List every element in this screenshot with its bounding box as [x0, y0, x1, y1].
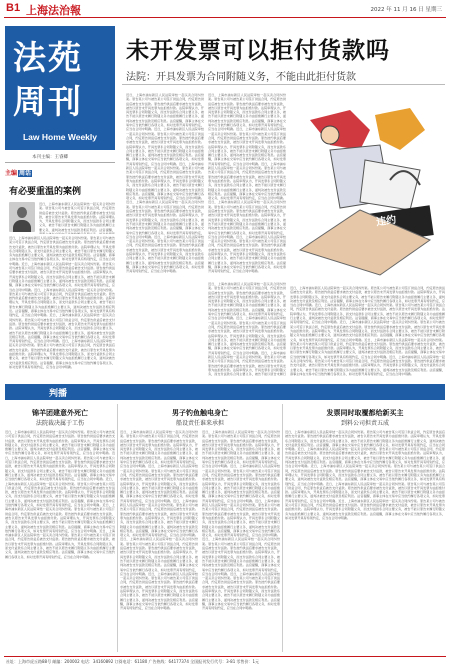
section-banner: [5, 384, 445, 400]
column-host-label-2: 周话: [19, 170, 32, 177]
illustration-art: [290, 90, 445, 282]
column-host-text-1: 近日，上海市浦东新区人民法院审结一起买卖合同纠纷案。原告某公司与被告某公司签订供货合同，约定原告供货后被告支付货款。原告按约供货后要求被告支付货款，被告以原告未开具发票为由拒绝付款。法院审理认为，开具发票系合同附随义务，而支付货款系合同主要义务，被告不能以原告未履行附随义务为由拒绝履行主要义务，遂判决被告支付货款及相应利息。法官提醒，: [39, 202, 115, 232]
divider-v1: [117, 404, 118, 652]
middle-headline: 男子钓鱼触电身亡: [172, 409, 228, 417]
column-host-title: 有必要重温的案例: [9, 187, 82, 197]
header-rule: [4, 17, 446, 18]
main-article-col-1: 近日，上海市浦东新区人民法院审结一起买卖合同纠纷案。原告某公司与被告某公司签订供货合同，约定原告供货后被告支付货款。原告按约供货后要求被告支付货款，被告以原告未开具发票为由拒绝付款。法院审理认为，开具发票系合同附随义务，而支付货款系合同主要义务，被告不能以原告未履行附随义务为由拒绝履行主要义务，遂判决被告支付货款及相应利息。法官提醒，商事主体在交易中应当依约履行各项义务，如对发票开具有特别约定，应当在合同中明确。近日，上海市浦东新区人民法院审结一起买卖合同纠纷案。原告某公司与被告某公司签订供货合同，约定原告供货后被告支付货款。原告按约供货后要求被告支付货款，被告以原告未开具发票为由拒绝付款。法院审理认为，开具发票系合同附随义务，而支付货款系合同主要义务，被告不能以原告未履行附随义务为由拒绝履行主要义务，遂判决被告支付货款及相应利息。法官提醒，商事主体在交易中应当依约履行各项义务，如对发票开具有特别约定，应当在合同中明确。近日，上海市浦东新区人民法院审结一起买卖合同纠纷案。原告某公司与被告某公司签订供货合同，约定原告供货后被告支付货款。原告按约供货后要求被告支付货款，被告以原告未开具发票为由拒绝付款。法院审理认为，开具发票系合同附随义务，而支付货款系合同主要义务，被告不能以原告未履行附随义务为由拒绝履行主要义务，遂判决被告支付货款及相应利息。法官提醒，商事主体在交易中应当依约履行各项义务，如对发票开具有特别约定，应当在合同中明确。近日，上海市浦东新区人民法院审结一起买卖合同纠纷案。原告某公司与被告某公司签订供货合同，约定原告供货后被告支付货款。原告按约供货后要求被告支付货款，被告以原告未开具发票为由拒绝付款。法院审理认为，开具发票系合同附随义务，而支付货款系合同主要义务，被告不能以原告未履行附随义务为由拒绝履行主要义务，遂判决被告支付货款及相应利息。法官提醒，商事主体在交易中应当依约履行各项义务，如对发票开具有特别约定，应当在合同中明确。近日，上海市浦东新区人民法院审结一起买卖合同纠纷案。原告某公司与被告某公司签订供货合同，约定原告供货后被告支付货款。原告按约供货后要求被告支付货款，被告以原告未开具发票为由拒绝付款。法院审理认为，开具发票系合同附随义务，而支付货款系合同主要义务，被告不能以原告未履行附随义务为由拒绝履行主要义务，遂判决被告支付货款及相应利息。法官提醒，商事主体在交易中应当依约履行各项义务，如对发票开具有特别约定，应当在合同中明确。: [126, 93, 204, 274]
right-headline: 发票同时取覆都给新买主: [326, 409, 404, 417]
column-host: [5, 168, 115, 380]
masthead: [5, 26, 115, 150]
middle-subhead: 船设责任谁来承担: [175, 420, 224, 427]
sidebar-subhead: 法院裁决属于工伤: [35, 420, 84, 427]
masthead-title-1: 法苑: [13, 38, 83, 77]
right-article: [285, 404, 445, 652]
sidebar-headline: 锦羊团建意外死亡: [32, 409, 88, 417]
illustration: [290, 90, 445, 282]
main-article-col-4: 近日，上海市浦东新区人民法院审结一起买卖合同纠纷案。原告某公司与被告某公司签订供货合同，约定原告供货后被告支付货款。原告按约供货后要求被告支付货款，被告以原告未开具发票为由拒绝付款。法院审理认为，开具发票系合同附随义务，而支付货款系合同主要义务，被告不能以原告未履行附随义务为由拒绝履行主要义务，遂判决被告支付货款及相应利息。法官提醒，商事主体在交易中应当依约履行各项义务，如对发票开具有特别约定，应当在合同中明确。近日，上海市浦东新区人民法院审结一起买卖合同纠纷案。原告某公司与被告某公司签订供货合同，约定原告供货后被告支付货款。原告按约供货后要求被告支付货款，被告以原告未开具发票为由拒绝付款。法院审理认为，开具发票系合同附随义务，而支付货款系合同主要义务，被告不能以原告未履行附随义务为由拒绝履行主要义务，遂判决被告支付货款及相应利息。法官提醒，商事主体在交易中应当依约履行各项义务，如对发票开具有特别约定，应当在合同中明确。近日，上海市浦东新区人民法院审结一起买卖合同纠纷案。原告某公司与被告某公司签订供货合同，约定原告供货后被告支付货款。原告按约供货后要求被告支付货款，被告以原告未开具发票为由拒绝付款。法院审理认为，开具发票系合同附随义务，而支付货款系合同主要义务，被告不能以原告未履行附随义务为由拒绝履行主要义务，遂判决被告支付货款及相应利息。法官提醒，商事主体在交易中应当依约履行各项义务，如对发票开具有特别约定，应当在合同中明确。近日，上海市浦东新区人民法院审结一起买卖合同纠纷案。原告某公司与被告某公司签订供货合同，约定原告供货后被告支付货款。原告按约供货后要求被告支付货款，被告以原告未开具发票为由拒绝付款。法院审理认为，开具发票系合同附随义务，而支付货款系合同主要义务，被告不能以原告未履行附随义务为由拒绝履行主要义务，遂判决被告支付货款及相应利息。法官提醒，商事主体在交易中应当依约履行各项义务，如对发票开具有特别约定，应当在合同中明确。近日，上海市浦东新区人民法院审结一起买卖合同纠纷案。原告某公司与被告某公司签订供货合同，约定原告供货后被告支付货款。原告按约供货后要求被告支付货款，被告以原告未开具发票为由拒绝付款。法院审理认为，开具发票系合同附随义务，而支付货款系合同主要义务，被告不能以原告未履行附随义务为由拒绝履行主要义务，遂判决被告支付货款及相应利息。法官提醒，商事主体在交易中应当依约履行各项义务，如对发票开具有特别约定，应当在合同中明确。: [290, 286, 445, 376]
headline-rule: [122, 84, 445, 85]
page-header: [0, 0, 450, 18]
footer-rule: [4, 656, 446, 657]
column-host-label: [5, 168, 32, 177]
page-code: B1: [6, 2, 21, 14]
right-subhead: 到料公司担责五成: [340, 420, 389, 427]
headline-main: 未开发票可以拒付货款吗: [126, 38, 390, 64]
masthead-subtitle: Law Home Weekly: [22, 132, 97, 142]
paper-name: 上海法治報: [26, 4, 81, 17]
column-host-label-1: 主编: [5, 170, 18, 177]
right-body: 近日，上海市浦东新区人民法院审结一起买卖合同纠纷案。原告某公司与被告某公司签订供货合同，约定原告供货后被告支付货款。原告按约供货后要求被告支付货款，被告以原告未开具发票为由拒绝付款。法院审理认为，开具发票系合同附随义务，而支付货款系合同主要义务，被告不能以原告未履行附随义务为由拒绝履行主要义务，遂判决被告支付货款及相应利息。法官提醒，商事主体在交易中应当依约履行各项义务，如对发票开具有特别约定，应当在合同中明确。近日，上海市浦东新区人民法院审结一起买卖合同纠纷案。原告某公司与被告某公司签订供货合同，约定原告供货后被告支付货款。原告按约供货后要求被告支付货款，被告以原告未开具发票为由拒绝付款。法院审理认为，开具发票系合同附随义务，而支付货款系合同主要义务，被告不能以原告未履行附随义务为由拒绝履行主要义务，遂判决被告支付货款及相应利息。法官提醒，商事主体在交易中应当依约履行各项义务，如对发票开具有特别约定，应当在合同中明确。近日，上海市浦东新区人民法院审结一起买卖合同纠纷案。原告某公司与被告某公司签订供货合同，约定原告供货后被告支付货款。原告按约供货后要求被告支付货款，被告以原告未开具发票为由拒绝付款。法院审理认为，开具发票系合同附随义务，而支付货款系合同主要义务，被告不能以原告未履行附随义务为由拒绝履行主要义务，遂判决被告支付货款及相应利息。法官提醒，商事主体在交易中应当依约履行各项义务，如对发票开具有特别约定，应当在合同中明确。近日，上海市浦东新区人民法院审结一起买卖合同纠纷案。原告某公司与被告某公司签订供货合同，约定原告供货后被告支付货款。原告按约供货后要求被告支付货款，被告以原告未开具发票为由拒绝付款。法院审理认为，开具发票系合同附随义务，而支付货款系合同主要义务，被告不能以原告未履行附随义务为由拒绝履行主要义务，遂判决被告支付货款及相应利息。法官提醒，商事主体在交易中应当依约履行各项义务，如对发票开具有特别约定，应当在合同中明确。近日，上海市浦东新区人民法院审结一起买卖合同纠纷案。原告某公司与被告某公司签订供货合同，约定原告供货后被告支付货款。原告按约供货后要求被告支付货款，被告以原告未开具发票为由拒绝付款。法院审理认为，开具发票系合同附随义务，而支付货款系合同主要义务，被告不能以原告未履行附随义务为由拒绝履行主要义务，遂判决被告支付货款及相应利息。法官提醒，商事主体在交易中应当依约履行各项义务，如对发票开具有特别约定，应当在合同中明确。: [285, 430, 445, 520]
footer-text: 社址：上海市虎丘路88号 邮编：200002 电话：34160892 订阅电话：61180 广告热线：64177374 全国报刊发行代号：3-81 零售价：1元: [6, 659, 260, 664]
middle-body-2: 近日，上海市浦东新区人民法院审结一起买卖合同纠纷案。原告某公司与被告某公司签订供货合同，约定原告供货后被告支付货款。原告按约供货后要求被告支付货款，被告以原告未开具发票为由拒绝付款。法院审理认为，开具发票系合同附随义务，而支付货款系合同主要义务，被告不能以原告未履行附随义务为由拒绝履行主要义务，遂判决被告支付货款及相应利息。法官提醒，商事主体在交易中应当依约履行各项义务，如对发票开具有特别约定，应当在合同中明确。近日，上海市浦东新区人民法院审结一起买卖合同纠纷案。原告某公司与被告某公司签订供货合同，约定原告供货后被告支付货款。原告按约供货后要求被告支付货款，被告以原告未开具发票为由拒绝付款。法院审理认为，开具发票系合同附随义务，而支付货款系合同主要义务，被告不能以原告未履行附随义务为由拒绝履行主要义务，遂判决被告支付货款及相应利息。法官提醒，商事主体在交易中应当依约履行各项义务，如对发票开具有特别约定，应当在合同中明确。近日，上海市浦东新区人民法院审结一起买卖合同纠纷案。原告某公司与被告某公司签订供货合同，约定原告供货后被告支付货款。原告按约供货后要求被告支付货款，被告以原告未开具发票为由拒绝付款。法院审理认为，开具发票系合同附随义务，而支付货款系合同主要义务，被告不能以原告未履行附随义务为由拒绝履行主要义务，遂判决被告支付货款及相应利息。法官提醒，商事主体在交易中应当依约履行各项义务，如对发票开具有特别约定，应当在合同中明确。近日，上海市浦东新区人民法院审结一起买卖合同纠纷案。原告某公司与被告某公司签订供货合同，约定原告供货后被告支付货款。原告按约供货后要求被告支付货款，被告以原告未开具发票为由拒绝付款。法院审理认为，开具发票系合同附随义务，而支付货款系合同主要义务，被告不能以原告未履行附随义务为由拒绝履行主要义务，遂判决被告支付货款及相应利息。法官提醒，商事主体在交易中应当依约履行各项义务，如对发票开具有特别约定，应当在合同中明确。近日，上海市浦东新区人民法院审结一起买卖合同纠纷案。原告某公司与被告某公司签订供货合同，约定原告供货后被告支付货款。原告按约供货后要求被告支付货款，被告以原告未开具发票为由拒绝付款。法院审理认为，开具发票系合同附随义务，而支付货款系合同主要义务，被告不能以原告未履行附随义务为由拒绝履行主要义务，遂判决被告支付货款及相应利息。法官提醒，商事主体在交易中应当依约履行各项义务，如对发票开具有特别约定，应当在合同中明确。: [202, 430, 280, 611]
avatar: [9, 202, 35, 232]
main-article-col-3: 近日，上海市浦东新区人民法院审结一起买卖合同纠纷案。原告某公司与被告某公司签订供货合同，约定原告供货后被告支付货款。原告按约供货后要求被告支付货款，被告以原告未开具发票为由拒绝付款。法院审理认为，开具发票系合同附随义务，而支付货款系合同主要义务，被告不能以原告未履行附随义务为由拒绝履行主要义务，遂判决被告支付货款及相应利息。法官提醒，商事主体在交易中应当依约履行各项义务，如对发票开具有特别约定，应当在合同中明确。近日，上海市浦东新区人民法院审结一起买卖合同纠纷案。原告某公司与被告某公司签订供货合同，约定原告供货后被告支付货款。原告按约供货后要求被告支付货款，被告以原告未开具发票为由拒绝付款。法院审理认为，开具发票系合同附随义务，而支付货款系合同主要义务，被告不能以原告未履行附随义务为由拒绝履行主要义务，遂判决被告支付货款及相应利息。法官提醒，商事主体在交易中应当依约履行各项义务，如对发票开具有特别约定，应当在合同中明确。近日，上海市浦东新区人民法院审结一起买卖合同纠纷案。原告某公司与被告某公司签订供货合同，约定原告供货后被告支付货款。原告按约供货后要求被告支付货款，被告以原告未开具发票为由拒绝付款。法院审理认为，开具发票系合同附随义务，而支付货款系合同主要义务，被告不能以原告未履行: [208, 282, 286, 376]
avatar-body: [13, 220, 31, 232]
middle-body-1: 近日，上海市浦东新区人民法院审结一起买卖合同纠纷案。原告某公司与被告某公司签订供货合同，约定原告供货后被告支付货款。原告按约供货后要求被告支付货款，被告以原告未开具发票为由拒绝付款。法院审理认为，开具发票系合同附随义务，而支付货款系合同主要义务，被告不能以原告未履行附随义务为由拒绝履行主要义务，遂判决被告支付货款及相应利息。法官提醒，商事主体在交易中应当依约履行各项义务，如对发票开具有特别约定，应当在合同中明确。近日，上海市浦东新区人民法院审结一起买卖合同纠纷案。原告某公司与被告某公司签订供货合同，约定原告供货后被告支付货款。原告按约供货后要求被告支付货款，被告以原告未开具发票为由拒绝付款。法院审理认为，开具发票系合同附随义务，而支付货款系合同主要义务，被告不能以原告未履行附随义务为由拒绝履行主要义务，遂判决被告支付货款及相应利息。法官提醒，商事主体在交易中应当依约履行各项义务，如对发票开具有特别约定，应当在合同中明确。近日，上海市浦东新区人民法院审结一起买卖合同纠纷案。原告某公司与被告某公司签订供货合同，约定原告供货后被告支付货款。原告按约供货后要求被告支付货款，被告以原告未开具发票为由拒绝付款。法院审理认为，开具发票系合同附随义务，而支付货款系合同主要义务，被告不能以原告未履行附随义务为由拒绝履行主要义务，遂判决被告支付货款及相应利息。法官提醒，商事主体在交易中应当依约履行各项义务，如对发票开具有特别约定，应当在合同中明确。近日，上海市浦东新区人民法院审结一起买卖合同纠纷案。原告某公司与被告某公司签订供货合同，约定原告供货后被告支付货款。原告按约供货后要求被告支付货款，被告以原告未开具发票为由拒绝付款。法院审理认为，开具发票系合同附随义务，而支付货款系合同主要义务，被告不能以原告未履行附随义务为由拒绝履行主要义务，遂判决被告支付货款及相应利息。法官提醒，商事主体在交易中应当依约履行各项义务，如对发票开具有特别约定，应当在合同中明确。近日，上海市浦东新区人民法院审结一起买卖合同纠纷案。原告某公司与被告某公司签订供货合同，约定原告供货后被告支付货款。原告按约供货后要求被告支付货款，被告以原告未开具发票为由拒绝付款。法院审理认为，开具发票系合同附随义务，而支付货款系合同主要义务，被告不能以原告未履行附随义务为由拒绝履行主要义务，遂判决被告支付货款及相应利息。法官提醒，商事主体在交易中应当依约履行各项义务，如对发票开具有特别约定，应当在合同中明确。: [120, 430, 198, 611]
sidebar-article: [5, 404, 115, 652]
sidebar-body: 近日，上海市浦东新区人民法院审结一起买卖合同纠纷案。原告某公司与被告某公司签订供货合同，约定原告供货后被告支付货款。原告按约供货后要求被告支付货款，被告以原告未开具发票为由拒绝付款。法院审理认为，开具发票系合同附随义务，而支付货款系合同主要义务，被告不能以原告未履行附随义务为由拒绝履行主要义务，遂判决被告支付货款及相应利息。法官提醒，商事主体在交易中应当依约履行各项义务，如对发票开具有特别约定，应当在合同中明确。近日，上海市浦东新区人民法院审结一起买卖合同纠纷案。原告某公司与被告某公司签订供货合同，约定原告供货后被告支付货款。原告按约供货后要求被告支付货款，被告以原告未开具发票为由拒绝付款。法院审理认为，开具发票系合同附随义务，而支付货款系合同主要义务，被告不能以原告未履行附随义务为由拒绝履行主要义务，遂判决被告支付货款及相应利息。法官提醒，商事主体在交易中应当依约履行各项义务，如对发票开具有特别约定，应当在合同中明确。近日，上海市浦东新区人民法院审结一起买卖合同纠纷案。原告某公司与被告某公司签订供货合同，约定原告供货后被告支付货款。原告按约供货后要求被告支付货款，被告以原告未开具发票为由拒绝付款。法院审理认为，开具发票系合同附随义务，而支付货款系合同主要义务，被告不能以原告未履行附随义务为由拒绝履行主要义务，遂判决被告支付货款及相应利息。法官提醒，商事主体在交易中应当依约履行各项义务，如对发票开具有特别约定，应当在合同中明确。近日，上海市浦东新区人民法院审结一起买卖合同纠纷案。原告某公司与被告某公司签订供货合同，约定原告供货后被告支付货款。原告按约供货后要求被告支付货款，被告以原告未开具发票为由拒绝付款。法院审理认为，开具发票系合同附随义务，而支付货款系合同主要义务，被告不能以原告未履行附随义务为由拒绝履行主要义务，遂判决被告支付货款及相应利息。法官提醒，商事主体在交易中应当依约履行各项义务，如对发票开具有特别约定，应当在合同中明确。近日，上海市浦东新区人民法院审结一起买卖合同纠纷案。原告某公司与被告某公司签订供货合同，约定原告供货后被告支付货款。原告按约供货后要求被告支付货款，被告以原告未开具发票为由拒绝付款。法院审理认为，开具发票系合同附随义务，而支付货款系合同主要义务，被告不能以原告未履行附随义务为由拒绝履行主要义务，遂判决被告支付货款及相应利息。法官提醒，商事主体在交易中应当依约履行各项义务，如对发票开具有特别约定，应当在合同中明确。: [5, 430, 115, 559]
masthead-title-2: 周刊: [13, 82, 83, 121]
masthead-rule: [5, 162, 115, 163]
headline-sub: 法院：开具发票为合同附随义务，不能由此拒付货款: [126, 72, 356, 83]
section-banner-label: 判播: [49, 389, 68, 399]
illustration-sign: 违约: [375, 214, 397, 229]
column-host-text-2: 近日，上海市浦东新区人民法院审结一起买卖合同纠纷案。原告某公司与被告某公司签订供货合同，约定原告供货后被告支付货款。原告按约供货后要求被告支付货款，被告以原告未开具发票为由拒绝付款。法院审理认为，开具发票系合同附随义务，而支付货款系合同主要义务，被告不能以原告未履行附随义务为由拒绝履行主要义务，遂判决被告支付货款及相应利息。法官提醒，商事主体在交易中应当依约履行各项义务，如对发票开具有特别约定，应当在合同中明确。近日，上海市浦东新区人民法院审结一起买卖合同纠纷案。原告某公司与被告某公司签订供货合同，约定原告供货后被告支付货款。原告按约供货后要求被告支付货款，被告以原告未开具发票为由拒绝付款。法院审理认为，开具发票系合同附随义务，而支付货款系合同主要义务，被告不能以原告未履行附随义务为由拒绝履行主要义务，遂判决被告支付货款及相应利息。法官提醒，商事主体在交易中应当依约履行各项义务，如对发票开具有特别约定，应当在合同中明确。近日，上海市浦东新区人民法院审结一起买卖合同纠纷案。原告某公司与被告某公司签订供货合同，约定原告供货后被告支付货款。原告按约供货后要求被告支付货款，被告以原告未开具发票为由拒绝付款。法院审理认为，开具发票系合同附随义务，而支付货款系合同主要义务，被告不能以原告未履行附随义务为由拒绝履行主要义务，遂判决被告支付货款及相应利息。法官提醒，商事主体在交易中应当依约履行各项义务，如对发票开具有特别约定，应当在合同中明确。近日，上海市浦东新区人民法院审结一起买卖合同纠纷案。原告某公司与被告某公司签订供货合同，约定原告供货后被告支付货款。原告按约供货后要求被告支付货款，被告以原告未开具发票为由拒绝付款。法院审理认为，开具发票系合同附随义务，而支付货款系合同主要义务，被告不能以原告未履行附随义务为由拒绝履行主要义务，遂判决被告支付货款及相应利息。法官提醒，商事主体在交易中应当依约履行各项义务，如对发票开具有特别约定，应当在合同中明确。近日，上海市浦东新区人民法院审结一起买卖合同纠纷案。原告某公司与被告某公司签订供货合同，约定原告供货后被告支付货款。原告按约供货后要求被告支付货款，被告以原告未开具发票为由拒绝付款。法院审理认为，开具发票系合同附随义务，而支付货款系合同主要义务，被告不能以原告未履行附随义务为由拒绝履行主要义务，遂判决被告支付货款及相应利息。法官提醒，商事主体在交易中应当依约履行各项义务，如对发票开具有特别约定，应当在合同中明确。: [9, 236, 115, 369]
divider-v2: [282, 404, 283, 652]
masthead-editor: 本刊主编：王睿卿: [32, 155, 68, 160]
date-line: 2022 年 11 月 16 日 星期三: [370, 7, 442, 13]
middle-article: [120, 404, 280, 652]
main-article-col-2: 近日，上海市浦东新区人民法院审结一起买卖合同纠纷案。原告某公司与被告某公司签订供货合同，约定原告供货后被告支付货款。原告按约供货后要求被告支付货款，被告以原告未开具发票为由拒绝付款。法院审理认为，开具发票系合同附随义务，而支付货款系合同主要义务，被告不能以原告未履行附随义务为由拒绝履行主要义务，遂判决被告支付货款及相应利息。法官提醒，商事主体在交易中应当依约履行各项义务，如对发票开具有特别约定，应当在合同中明确。近日，上海市浦东新区人民法院审结一起买卖合同纠纷案。原告某公司与被告某公司签订供货合同，约定原告供货后被告支付货款。原告按约供货后要求被告支付货款，被告以原告未开具发票为由拒绝付款。法院审理认为，开具发票系合同附随义务，而支付货款系合同主要义务，被告不能以原告未履行附随义务为由拒绝履行主要义务，遂判决被告支付货款及相应利息。法官提醒，商事主体在交易中应当依约履行各项义务，如对发票开具有特别约定，应当在合同中明确。近日，上海市浦东新区人民法院审结一起买卖合同纠纷案。原告某公司与被告某公司签订供货合同，约定原告供货后被告支付货款。原告按约供货后要求被告支付货款，被告以原告未开具发票为由拒绝付款。法院审理认为，开具发票系合同附随义务，而支付货款系合同主要义务，被告不能以原告未履行附随义务为由拒绝履行主要义务，遂判决被告支付货款及相应利息。法官提醒，商事主体在交易中应当依约履行各项义务，如对发票开具有特别约定，应当在合同中明确。近日，上海市浦东新区人民法院审结一起买卖合同纠纷案。原告某公司与被告某公司签订供货合同，约定原告供货后被告支付货款。原告按约供货后要求被告支付货款，被告以原告未开具发票为由拒绝付款。法院审理认为，开具发票系合同附随义务，而支付货款系合同主要义务，被告不能以原告未履行附随义务为由拒绝履行主要义务，遂判决被告支付货款及相应利息。法官提醒，商事主体在交易中应当依约履行各项义务，如对发票开具有特别约定，应当在合同中明确。近日，上海市浦东新区人民法院审结一起买卖合同纠纷案。原告某公司与被告某公司签订供货合同，约定原告供货后被告支付货款。原告按约供货后要求被告支付货款，被告以原告未开具发票为由拒绝付款。法院审理认为，开具发票系合同附随义务，而支付货款系合同主要义务，被告不能以原告未履行附随义务为由拒绝履行主要义务，遂判决被告支付货款及相应利息。法官提醒，商事主体在交易中应当依约履行各项义务，如对发票开具有特别约定，应当在合同中明确。: [208, 93, 286, 274]
avatar-head: [17, 207, 27, 218]
